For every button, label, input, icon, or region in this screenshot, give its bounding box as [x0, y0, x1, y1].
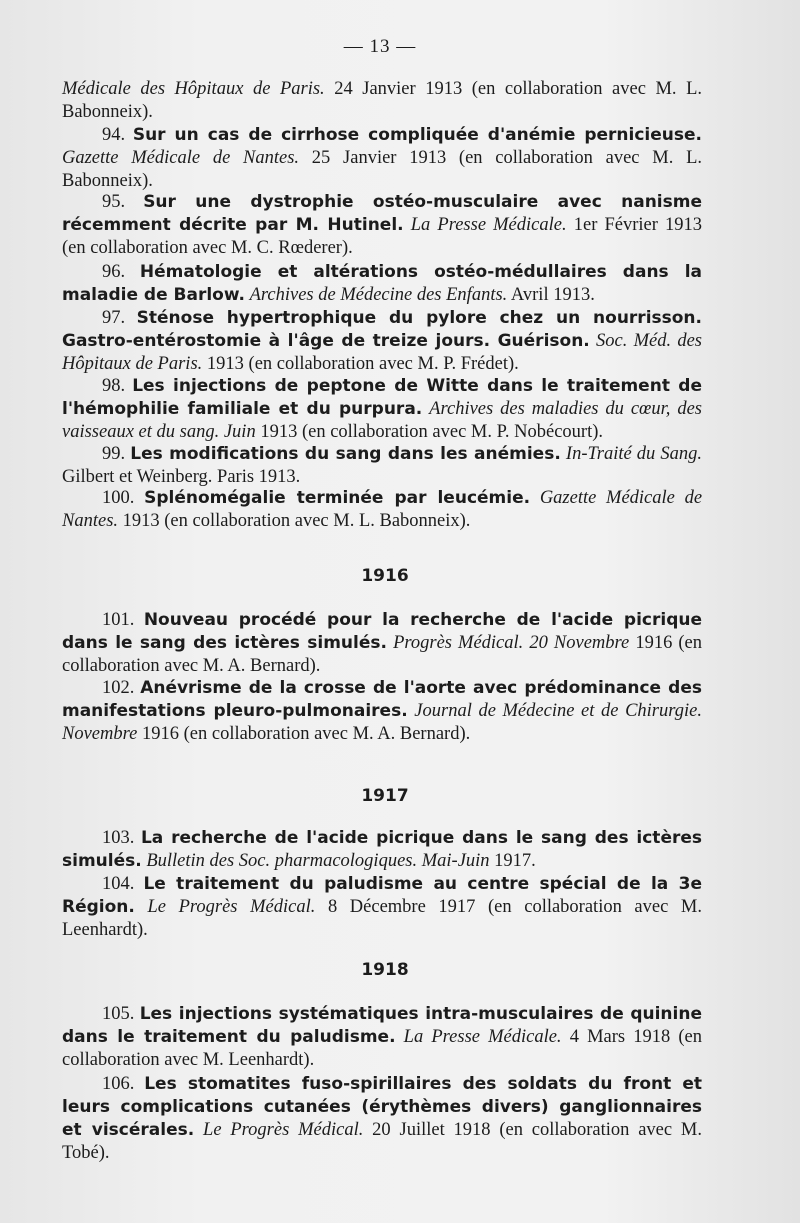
entry-title: Hématologie et altérations ostéo-médullaires dans la maladie de Barlow.: [62, 262, 703, 305]
entry-title: Sur un cas de cirrhose compliquée d'anémie pernicieuse.: [132, 125, 702, 145]
entry-number: 96.: [102, 262, 126, 282]
entry-details: 1913 (en collaboration avec M. L. Babonneix).: [118, 511, 471, 531]
entry-title: Anévrisme de la crosse de l'aorte avec prédominance des manifestations pleuro-pulmonaires.: [62, 678, 702, 721]
entry-106: [62, 1073, 702, 1165]
entry-number: 95.: [102, 192, 126, 212]
entry-journal: Soc. Méd. des Hôpitaux de Paris.: [62, 331, 702, 374]
entry-title: Nouveau procédé pour la recherche de l'acide picrique dans le sang des ictères simulés.: [62, 610, 702, 653]
entry-details: 1913 (en collaboration avec M. P. Frédet).: [202, 354, 519, 374]
entry-journal: Gazette Médicale de Nantes.: [62, 488, 703, 531]
entry-number: 99.: [102, 444, 126, 464]
entry-number: 100.: [102, 488, 135, 508]
entry-title: Splénomégalie terminée par leucémie.: [144, 488, 531, 508]
entry-journal: Archives de Médecine des Enfants.: [249, 285, 508, 305]
entry-details: 1917.: [489, 851, 536, 871]
entry-title: Sur une dystrophie ostéo-musculaire avec nanisme récemment décrite par M. Hutinel.: [62, 192, 702, 235]
entry-98: [62, 375, 702, 444]
entry-journal: Médicale des Hôpitaux de Paris.: [62, 79, 325, 99]
year-heading-1918: 1918: [361, 960, 409, 980]
entry-number: 103.: [102, 828, 135, 848]
entry-details: 8 Décembre 1917 (en collaboration avec M. Leenhardt).: [62, 897, 702, 940]
entry-journal: Journal de Médecine et de Chirurgie. Novembre: [62, 701, 702, 744]
year-heading-1917: 1917: [361, 786, 409, 806]
entry-99: [62, 443, 702, 489]
entry-97: [62, 307, 702, 376]
entry-journal: Le Progrès Médical.: [147, 897, 316, 917]
entry-journal: La Presse Médicale.: [403, 1027, 562, 1047]
entry-details: Avril 1913.: [507, 285, 595, 305]
entry-number: 102.: [102, 678, 135, 698]
entry-details: 1916 (en collaboration avec M. A. Bernard).: [137, 724, 471, 744]
entry-details: 4 Mars 1918 (en collaboration avec M. Leenhardt).: [62, 1027, 702, 1070]
entry-journal: Archives des maladies du cœur, des vaisseaux et du sang. Juin: [62, 399, 702, 442]
entry-102: [62, 677, 702, 746]
entry-title: Le traitement du paludisme au centre spécial de la 3e Région.: [62, 874, 702, 917]
entry-93-continued: [62, 78, 702, 124]
entry-details: 25 Janvier 1913 (en collaboration avec M. L. Babonneix).: [62, 148, 702, 191]
entry-details: 1er Février 1913 (en collaboration avec M. C. Rœderer).: [62, 215, 703, 258]
entry-95: [62, 191, 702, 260]
entry-103: [62, 827, 702, 873]
entry-journal: La Presse Médicale.: [410, 215, 567, 235]
year-heading-1916: 1916: [361, 566, 409, 586]
entry-number: 94.: [102, 125, 126, 145]
page-number: — 13 —: [343, 36, 417, 57]
entry-100: [62, 487, 702, 533]
entry-journal: In-Traité du Sang.: [565, 444, 703, 464]
entry-title: Les stomatites fuso-spirillaires des soldats du front et leurs complications cutanées (érythèmes divers) ganglionnaires et viscérales.: [62, 1074, 703, 1140]
entry-105: [62, 1003, 702, 1072]
entry-journal: Le Progrès Médical.: [203, 1120, 364, 1140]
entry-title: Sténose hypertrophique du pylore chez un nourrisson. Gastro-entérostomie à l'âge de treize jours. Guérison.: [62, 308, 702, 351]
entry-details: 24 Janvier 1913 (en collaboration avec M. L. Babonneix).: [62, 79, 702, 122]
entry-104: [62, 873, 702, 942]
entry-journal: Bulletin des Soc. pharmacologiques. Mai-Juin: [146, 851, 490, 871]
entry-journal: Progrès Médical. 20 Novembre: [393, 633, 630, 653]
entry-journal: Gazette Médicale de Nantes.: [62, 148, 300, 168]
entry-details: 20 Juillet 1918 (en collaboration avec M. Tobé).: [62, 1120, 703, 1163]
entry-title: La recherche de l'acide picrique dans le sang des ictères simulés.: [62, 828, 703, 871]
entry-details: 1913 (en collaboration avec M. P. Nobécourt).: [255, 422, 603, 442]
entry-96: [62, 261, 702, 307]
entry-number: 97.: [102, 308, 126, 328]
entry-number: 106.: [102, 1074, 135, 1094]
entry-101: [62, 609, 702, 678]
entry-details: 1916 (en collaboration avec M. A. Bernard).: [62, 633, 703, 676]
entry-title: Les injections de peptone de Witte dans le traitement de l'hémophilie familiale et du purpura.: [62, 376, 702, 419]
entry-details: Gilbert et Weinberg. Paris 1913.: [62, 467, 301, 487]
entry-number: 101.: [102, 610, 135, 630]
entry-title: Les modifications du sang dans les anémies.: [130, 444, 561, 464]
entry-number: 105.: [102, 1004, 135, 1024]
entry-title: Les injections systématiques intra-musculaires de quinine dans le traitement du paludisme.: [62, 1004, 702, 1047]
entry-94: [62, 124, 702, 193]
entry-number: 104.: [102, 874, 135, 894]
entry-number: 98.: [102, 376, 126, 396]
